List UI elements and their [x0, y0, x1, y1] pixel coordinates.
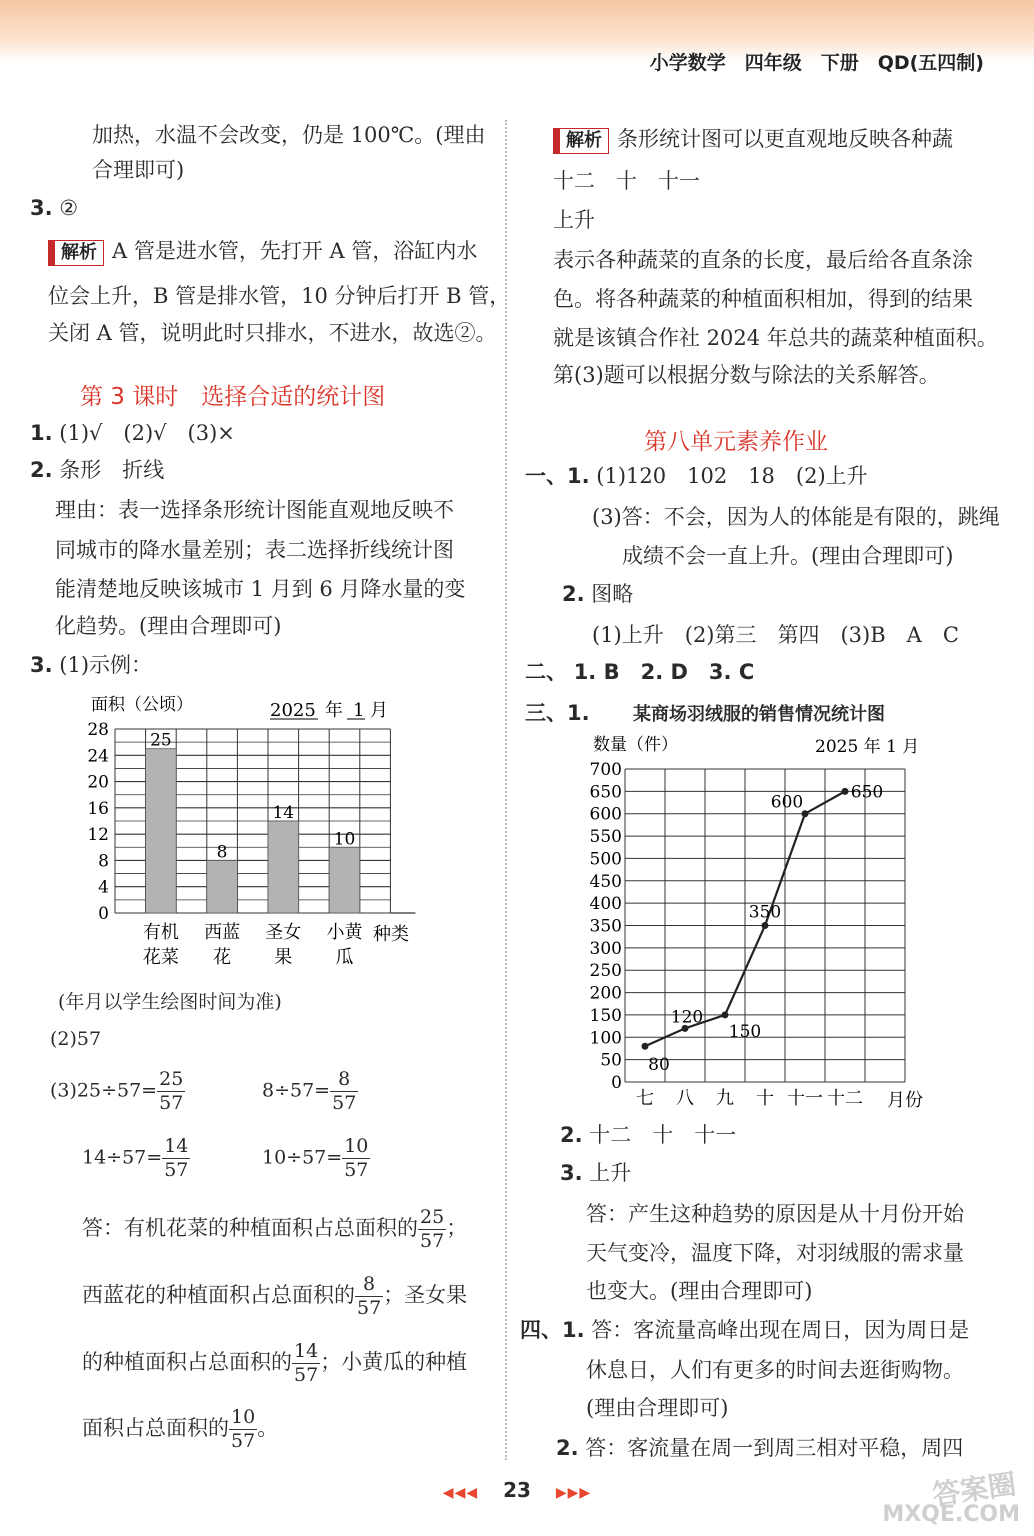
line-grid [590, 760, 905, 1093]
y-tick-label: 24 [87, 746, 109, 767]
y-tick-label: 200 [589, 983, 622, 1004]
lesson-heading: 第 3 课时 选择合适的统计图 [80, 384, 386, 410]
page-footer [0, 1478, 1034, 1502]
data-point [642, 1043, 649, 1050]
text: 答：客流量在周一到周三相对平稳，周四 [585, 1436, 964, 1460]
text-line: 合理即可) [92, 158, 185, 182]
equation: 14÷57= [82, 1146, 163, 1169]
question-number: 二、 [525, 660, 567, 684]
text-line: 化趋势。(理由合理即可) [55, 614, 282, 638]
x-tick-label: 瓜 [335, 947, 354, 968]
y-tick-label: 400 [589, 894, 622, 915]
x-tick-label: 九 [716, 1088, 734, 1109]
text-line: 休息日，人们有更多的时间去逛街购物。 [586, 1358, 964, 1382]
bar-series [146, 749, 360, 913]
page-number: 23 [503, 1478, 531, 1502]
y-tick-label: 4 [98, 877, 109, 898]
y-tick-label: 600 [589, 804, 622, 825]
fraction: $\frac{25}{57}$ [420, 1206, 445, 1252]
equation: 10÷57= [262, 1146, 343, 1169]
x-tick-label: 八 [676, 1088, 694, 1109]
fraction: $\frac{10}{57}$ [344, 1135, 369, 1181]
text: 条形统计图可以更直观地反映各种蔬 [617, 127, 953, 151]
y-tick-label: 150 [589, 1005, 622, 1026]
text-line: 答：产生这种趋势的原因是从十月份开始 [586, 1202, 964, 1226]
y-tick-label: 450 [589, 871, 622, 892]
data-label: 80 [648, 1055, 670, 1076]
text-line: 理由：表一选择条形统计图能直观地反映不 [55, 498, 454, 522]
bar [146, 749, 177, 913]
question-number: 1. [30, 421, 53, 445]
question-3 [30, 198, 78, 219]
y-tick-label: 50 [600, 1050, 622, 1071]
x-tick-label: 花菜 [142, 947, 179, 968]
x-tick-label: 十 [756, 1088, 774, 1109]
x-tick-label: 有机 [142, 922, 179, 943]
text-line: 同城市的降水量差别；表二选择折线统计图 [55, 538, 454, 562]
text: 西蓝花的种植面积占总面积的 [82, 1283, 355, 1307]
answer: 上升 [589, 1161, 632, 1185]
answer: ② [59, 196, 79, 220]
y-tick-label: 28 [87, 720, 109, 740]
question-number: 2. [30, 458, 53, 482]
data-label: 350 [748, 902, 782, 923]
question-number: 四、1. [520, 1318, 585, 1342]
answer: (1)120 102 18 (2)上升 [596, 464, 868, 488]
text-line: (3)答：不会，因为人的体能是有限的，跳绳 [592, 505, 1000, 529]
text-line: 能清楚地反映该城市 1 月到 6 月降水量的变 [55, 577, 466, 601]
question-number: 2. [562, 582, 585, 606]
answer: 条形 折线 [59, 458, 165, 482]
data-label: 120 [670, 1007, 704, 1028]
watermark-url: MXQE.COM [882, 1502, 1020, 1527]
y-tick-label: 250 [589, 961, 622, 982]
text-line: 色。将各种蔬菜的种植面积相加，得到的结果 [553, 287, 973, 311]
next-arrows-icon: ▶▶▶ [555, 1485, 592, 1501]
y-axis-title: 数量（件） [593, 735, 678, 755]
unit-heading: 第八单元素养作业 [644, 429, 828, 455]
text: 答：客流量高峰出现在周日，因为周日是 [591, 1318, 970, 1342]
text-line: (1)上升 (2)第三 第四 (3)B A C [592, 623, 959, 647]
bar [207, 860, 238, 913]
fraction: $\frac{14}{57}$ [164, 1135, 189, 1181]
fraction: $\frac{8}{57}$ [332, 1068, 357, 1114]
analysis-tag: 解析 [553, 128, 609, 154]
x-tick-label: 花 [213, 947, 232, 968]
question-number: 三、1. [525, 701, 590, 725]
book-title: 小学数学 四年级 下册 QD(五四制) [649, 52, 984, 74]
answer: (1)√ (2)√ (3)× [59, 421, 235, 445]
text-line: 成绩不会一直上升。(理由合理即可) [622, 544, 954, 568]
text-line: 上升 [553, 208, 595, 232]
watermark-logo: 答案圈 [930, 1467, 1019, 1512]
x-axis-title: 月份 [887, 1090, 923, 1111]
bar-chart [75, 688, 435, 978]
question-number: 3. [30, 196, 53, 220]
question-number: 3. [560, 1161, 583, 1185]
y-tick-label: 20 [87, 772, 109, 793]
y-tick-label: 0 [611, 1073, 622, 1093]
y-tick-label: 0 [98, 904, 109, 924]
text-line: 就是该镇合作社 2024 年总共的蔬菜种植面积。 [553, 326, 998, 350]
bar [268, 821, 299, 913]
chart-note: (年月以学生绘图时间为准) [58, 991, 282, 1013]
text-line: 也变大。(理由合理即可) [586, 1279, 813, 1303]
question-number: 一、1. [525, 464, 590, 488]
bar-value-label: 14 [272, 803, 295, 823]
y-tick-label: 8 [98, 851, 109, 872]
analysis-line [48, 240, 477, 266]
chart-month-unit: 月 [370, 700, 388, 721]
data-point [722, 1011, 729, 1018]
bar-value-label: 25 [150, 730, 172, 751]
chart-date: 2025 年 1 月 [815, 737, 920, 757]
text-line: 天气变冷，温度下降，对羽绒服的需求量 [586, 1241, 964, 1265]
line-chart [585, 728, 935, 1113]
question-number: 3. [30, 653, 53, 677]
text: 答：有机花菜的种植面积占总面积的 [82, 1216, 418, 1240]
column-divider [505, 120, 507, 1460]
data-label: 650 [850, 782, 884, 803]
x-tick-label: 圣女 [265, 922, 302, 943]
data-point [842, 788, 849, 795]
y-tick-label: 650 [589, 782, 622, 803]
y-tick-label: 12 [87, 825, 109, 846]
data-label: 150 [728, 1021, 762, 1042]
answer: 图略 [591, 582, 634, 606]
analysis-tag: 解析 [48, 240, 104, 266]
data-label: 600 [770, 792, 804, 813]
prev-arrows-icon: ◀◀◀ [442, 1485, 479, 1501]
text-line: 关闭 A 管，说明此时只排水，不进水，故选②。 [48, 321, 497, 345]
x-tick-label: 七 [636, 1088, 654, 1109]
text: 面积占总面积的 [82, 1416, 229, 1440]
question-number: 2. [556, 1436, 579, 1460]
chart-year-unit: 年 [325, 700, 343, 721]
y-tick-label: 500 [589, 849, 622, 870]
text-line: (理由合理即可) [586, 1396, 729, 1420]
y-tick-label: 350 [589, 916, 622, 937]
fraction: $\frac{25}{57}$ [159, 1068, 184, 1114]
answer: (1)示例： [59, 653, 153, 677]
answer: 十二 十 十一 [589, 1123, 737, 1147]
x-tick-label: 果 [274, 947, 293, 968]
bar-grid [87, 720, 415, 924]
x-tick-label: 十一 [787, 1088, 823, 1109]
y-tick-label: 16 [87, 798, 109, 819]
line-chart-title: 某商场羽绒服的销售情况统计图 [632, 704, 885, 725]
chart-year: 2025 [270, 700, 316, 721]
fraction: $\frac{14}{57}$ [294, 1340, 319, 1386]
bar-value-label: 10 [333, 829, 356, 850]
y-tick-label: 550 [589, 827, 622, 848]
x-axis-title: 种类 [373, 924, 409, 945]
text-line: 十二 十 十一 [553, 169, 700, 193]
answer: (2)57 [50, 1028, 102, 1050]
y-tick-label: 300 [589, 938, 622, 959]
text-line: 第(3)题可以根据分数与除法的关系解答。 [553, 363, 940, 387]
text: 的种植面积占总面积的 [82, 1350, 292, 1374]
equation: 8÷57= [262, 1079, 331, 1102]
bar [329, 847, 360, 913]
x-tick-label: 十二 [827, 1088, 863, 1109]
text-line: 表示各种蔬菜的直条的长度，最后给各直条涂 [553, 248, 973, 272]
y-tick-label: 700 [589, 760, 622, 780]
x-tick-label: 西蓝 [204, 922, 241, 943]
question-number: 2. [560, 1123, 583, 1147]
bar-value-label: 8 [216, 842, 228, 863]
y-tick-label: 100 [589, 1028, 622, 1049]
text-line: 位会上升，B 管是排水管，10 分钟后打开 B 管， [48, 284, 511, 308]
chart-month: 1 [353, 700, 365, 721]
text: A 管是进水管，先打开 A 管，浴缸内水 [112, 239, 478, 263]
answer: 1. B 2. D 3. C [573, 660, 755, 684]
data-point [762, 922, 769, 929]
fraction: $\frac{8}{57}$ [357, 1273, 382, 1319]
y-axis-title: 面积（公顷） [91, 695, 193, 715]
fraction: $\frac{10}{57}$ [231, 1406, 256, 1452]
x-tick-label: 小黄 [326, 922, 363, 943]
text-line: 加热，水温不会改变，仍是 100℃。(理由 [92, 123, 486, 147]
equation: (3)25÷57= [50, 1079, 158, 1102]
